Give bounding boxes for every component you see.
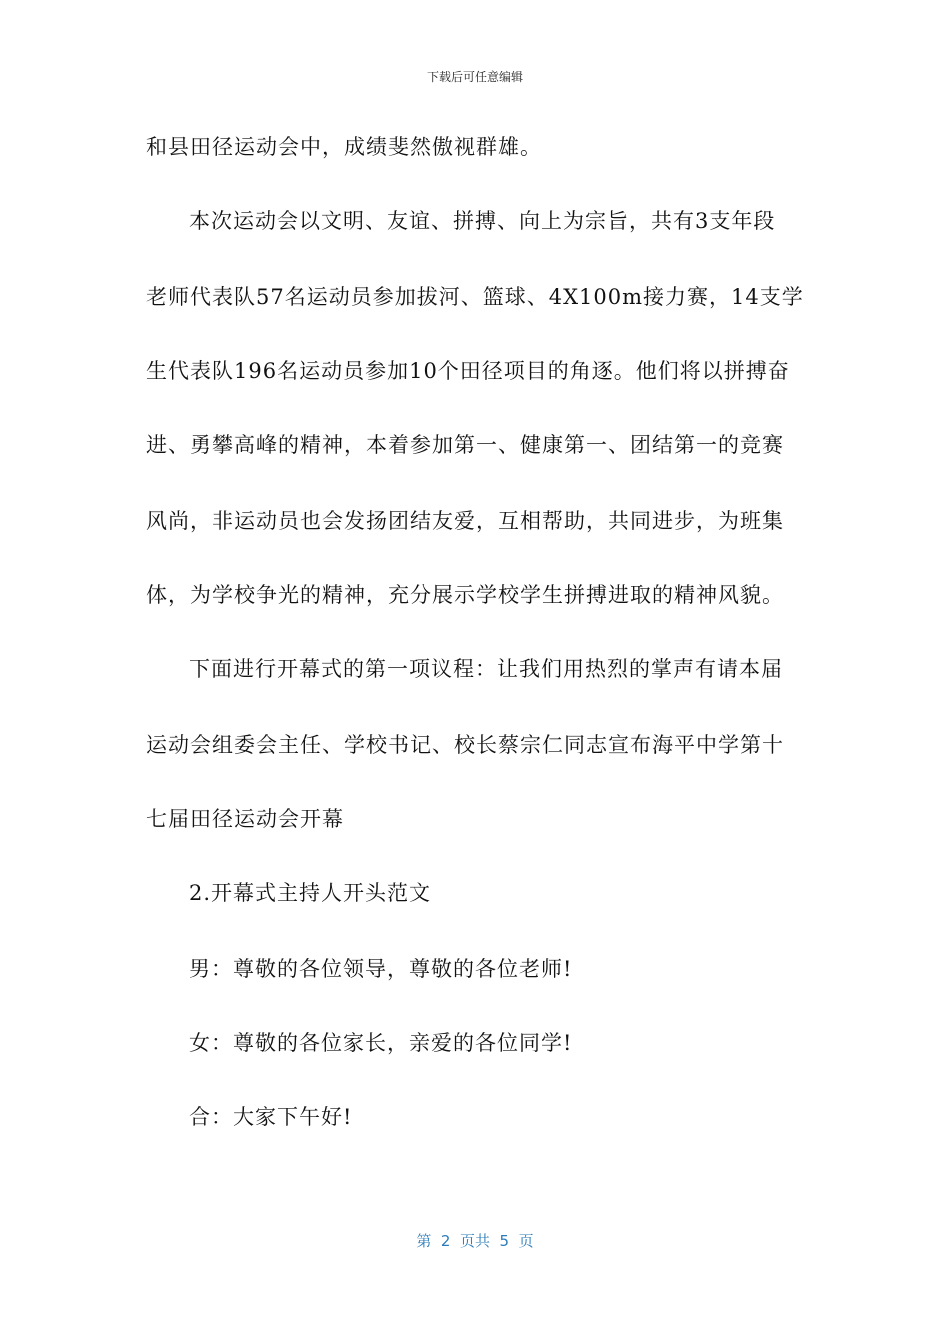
text-line: 和县田径运动会中，成绩斐然傲视群雄。: [146, 135, 542, 159]
text-line: 风尚，非运动员也会发扬团结友爱，互相帮助，共同进步，为班集: [146, 509, 784, 533]
text-line: 本次运动会以文明、友谊、拼搏、向上为宗旨，共有3支年段: [189, 209, 776, 233]
page-number: 第 2 页共 5 页: [416, 1232, 534, 1250]
text-line: 女：尊敬的各位家长，亲爱的各位同学!: [189, 1031, 573, 1055]
text-line: 下面进行开幕式的第一项议程：让我们用热烈的掌声有请本届: [189, 657, 783, 681]
text-line: 老师代表队57名运动员参加拔河、篮球、4X100m接力赛，14支学: [146, 285, 804, 309]
section-heading: 2.开幕式主持人开头范文: [189, 881, 432, 905]
text-line: 运动会组委会主任、学校书记、校长蔡宗仁同志宣布海平中学第十: [146, 733, 784, 757]
text-line: 进、勇攀高峰的精神，本着参加第一、健康第一、团结第一的竞赛: [146, 433, 784, 457]
text-line: 合：大家下午好!: [189, 1105, 353, 1129]
download-note: 下载后可任意编辑: [426, 70, 523, 84]
text-line: 男：尊敬的各位领导，尊敬的各位老师!: [189, 957, 573, 981]
text-line: 生代表队196名运动员参加10个田径项目的角逐。他们将以拼搏奋: [146, 359, 790, 383]
text-line: 体，为学校争光的精神，充分展示学校学生拼搏进取的精神风貌。: [146, 583, 784, 607]
text-line: 七届田径运动会开幕: [146, 807, 344, 831]
